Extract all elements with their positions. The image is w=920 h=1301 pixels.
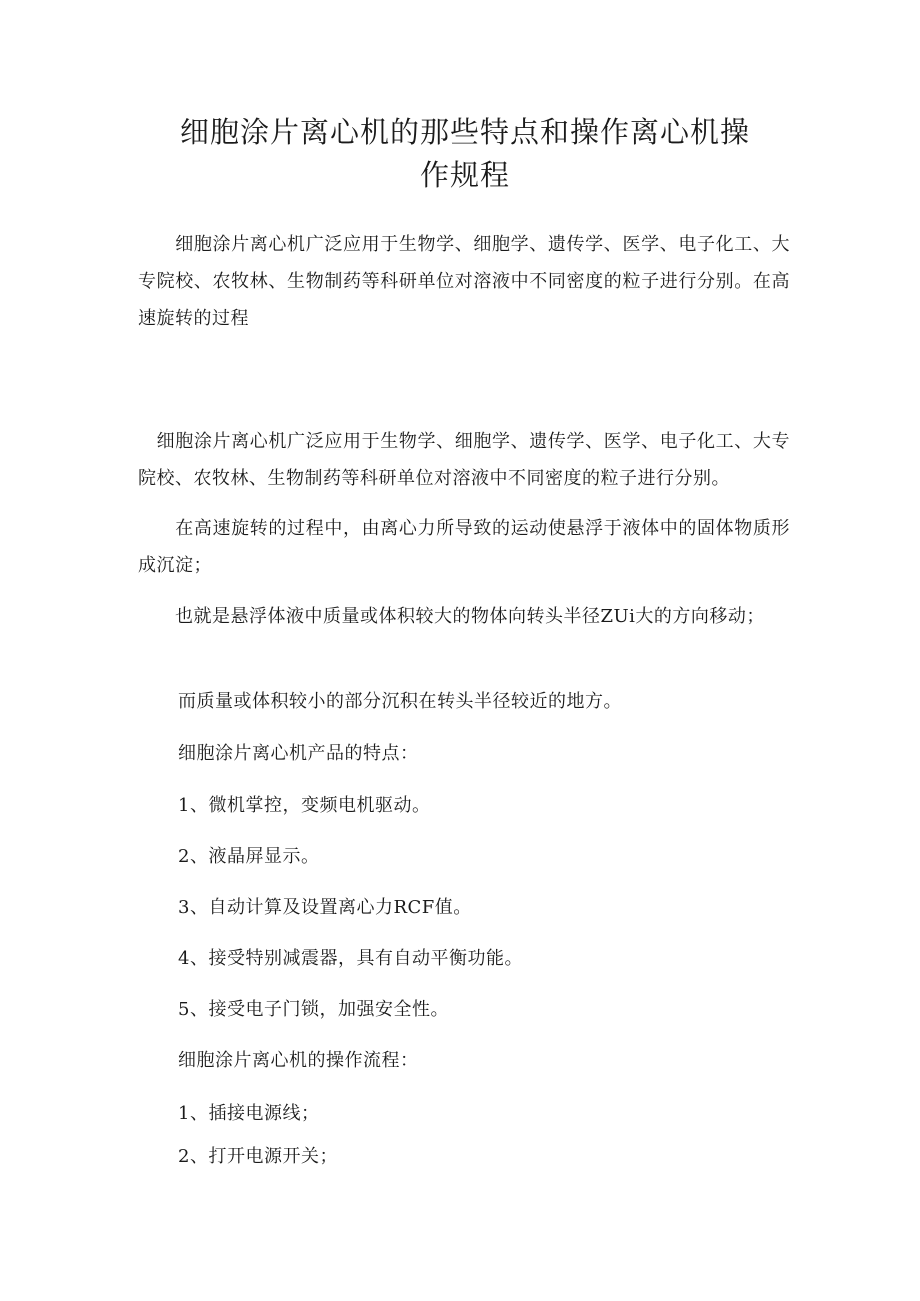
feature-item: 3、自动计算及设置离心力RCF值。	[178, 897, 472, 918]
feature-item: 1、微机掌控，变频电机驱动。	[178, 795, 431, 816]
feature-item: 5、接受电子门锁，加强安全性。	[178, 999, 449, 1020]
paragraph-applications: 细胞涂片离心机广泛应用于生物学、细胞学、遗传学、医学、电子化工、大专院校、农牧林、生物制药等科研单位对溶液中不同密度的粒子进行分别。	[138, 431, 790, 489]
paragraph-heavy-particles: 也就是悬浮体液中质量或体积较大的物体向转头半径ZUi大的方向移动；	[138, 606, 765, 627]
feature-item: 4、接受特别减震器，具有自动平衡功能。	[178, 948, 523, 969]
paragraph-light-particles: 而质量或体积较小的部分沉积在转头半径较近的地方。	[178, 691, 622, 712]
intro-paragraph: 细胞涂片离心机广泛应用于生物学、细胞学、遗传学、医学、电子化工、大专院校、农牧林、生物制药等科研单位对溶液中不同密度的粒子进行分别。在高速旋转的过程	[138, 234, 790, 329]
feature-item: 2、液晶屏显示。	[178, 846, 320, 867]
document-title-line-2: 作规程	[419, 158, 510, 192]
process-heading: 细胞涂片离心机的操作流程：	[178, 1050, 419, 1071]
process-step: 2、打开电源开关；	[178, 1146, 338, 1167]
paragraph-sedimentation: 在高速旋转的过程中，由离心力所导致的运动使悬浮于液体中的固体物质形成沉淀；	[138, 518, 790, 576]
process-step: 1、插接电源线；	[178, 1103, 320, 1124]
features-heading: 细胞涂片离心机产品的特点：	[178, 743, 419, 764]
document-title-line-1: 细胞涂片离心机的那些特点和操作离心机操	[179, 115, 750, 149]
